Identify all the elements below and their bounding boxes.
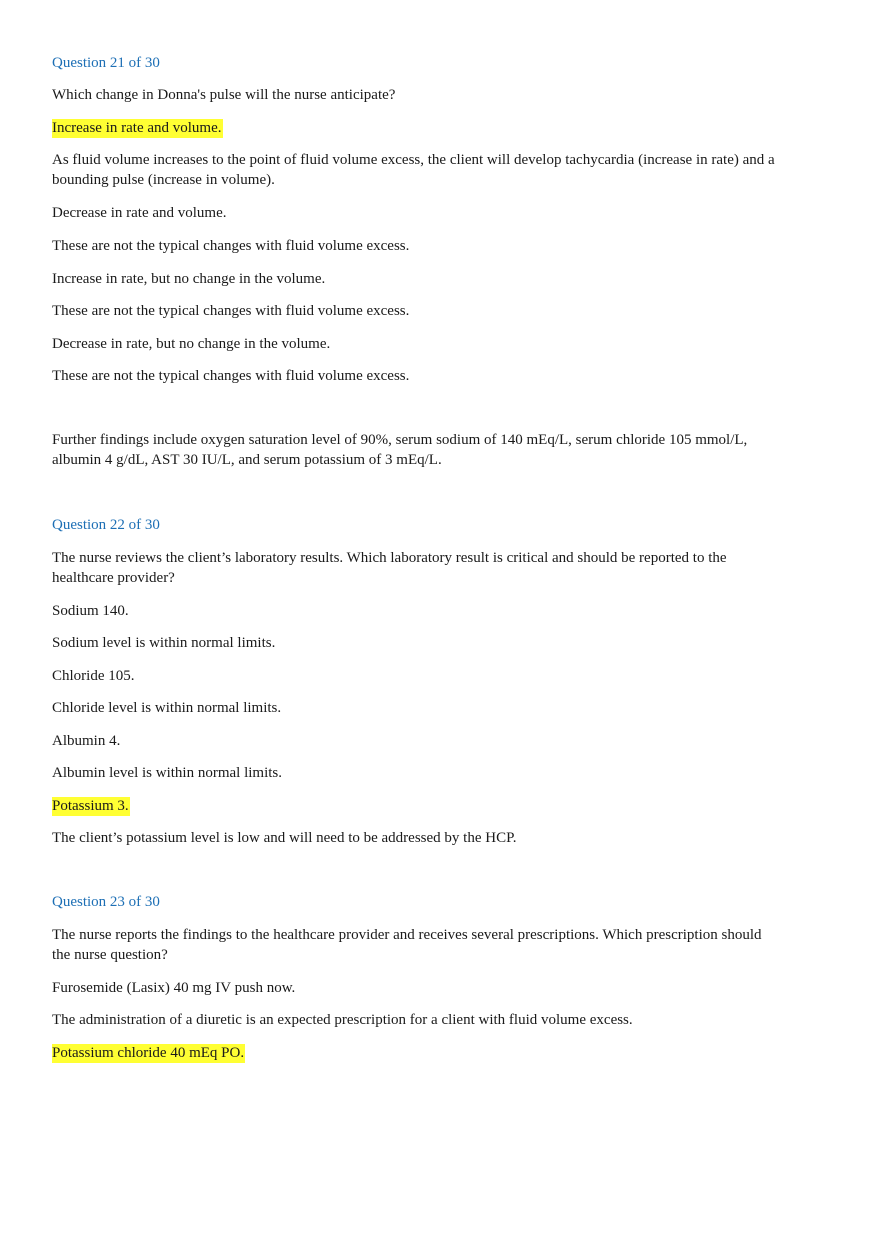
q22-option-4 xyxy=(52,796,130,816)
q21-rationale-3: These are not the typical changes with fluid volume excess. xyxy=(52,303,410,319)
question-23-prompt: The nurse reports the findings to the healthcare provider and receives several prescriptions. Which prescription should the nurse question? xyxy=(52,927,762,963)
q23-option-2 xyxy=(52,1043,245,1063)
q21-option-3: Increase in rate, but no change in the volume. xyxy=(52,271,326,287)
q22-rationale-3: Albumin level is within normal limits. xyxy=(52,765,282,781)
q23-option-1: Furosemide (Lasix) 40 mg IV push now. xyxy=(52,980,296,996)
q21-option-1-text: Increase in rate and volume. xyxy=(52,120,222,136)
question-23-heading: Question 23 of 30 xyxy=(52,894,160,910)
q21-option-4: Decrease in rate, but no change in the volume. xyxy=(52,336,331,352)
q21-option-2: Decrease in rate and volume. xyxy=(52,205,227,221)
q21-rationale-2: These are not the typical changes with fluid volume excess. xyxy=(52,238,410,254)
q23-rationale-1: The administration of a diuretic is an expected prescription for a client with fluid volume excess. xyxy=(52,1012,633,1028)
question-22-heading: Question 22 of 30 xyxy=(52,517,160,533)
q22-option-3: Albumin 4. xyxy=(52,733,121,749)
q22-rationale-1: Sodium level is within normal limits. xyxy=(52,635,276,651)
q22-option-1: Sodium 140. xyxy=(52,603,129,619)
q22-rationale-2: Chloride level is within normal limits. xyxy=(52,700,282,716)
question-21-heading: Question 21 of 30 xyxy=(52,55,160,71)
q21-rationale-4: These are not the typical changes with fluid volume excess. xyxy=(52,368,410,384)
q23-option-2-text: Potassium chloride 40 mEq PO. xyxy=(52,1045,245,1061)
q22-option-2: Chloride 105. xyxy=(52,668,135,684)
q21-rationale-1: As fluid volume increases to the point of fluid volume excess, the client will develop tachycardia (increase in rate) and a bounding pulse (increase in volume). xyxy=(52,152,775,188)
question-21-prompt: Which change in Donna's pulse will the nurse anticipate? xyxy=(52,87,396,103)
q22-rationale-4: The client’s potassium level is low and will need to be addressed by the HCP. xyxy=(52,830,517,846)
further-findings: Further findings include oxygen saturation level of 90%, serum sodium of 140 mEq/L, serum chloride 105 mmol/L, albumin 4 g/dL, AST 30 IU/L, and serum potassium of 3 mEq/L. xyxy=(52,432,748,468)
q21-option-1 xyxy=(52,118,223,138)
question-22-prompt: The nurse reviews the client’s laboratory results. Which laboratory result is critical and should be reported to the healthcare provider? xyxy=(52,550,727,586)
q22-option-4-text: Potassium 3. xyxy=(52,798,129,814)
